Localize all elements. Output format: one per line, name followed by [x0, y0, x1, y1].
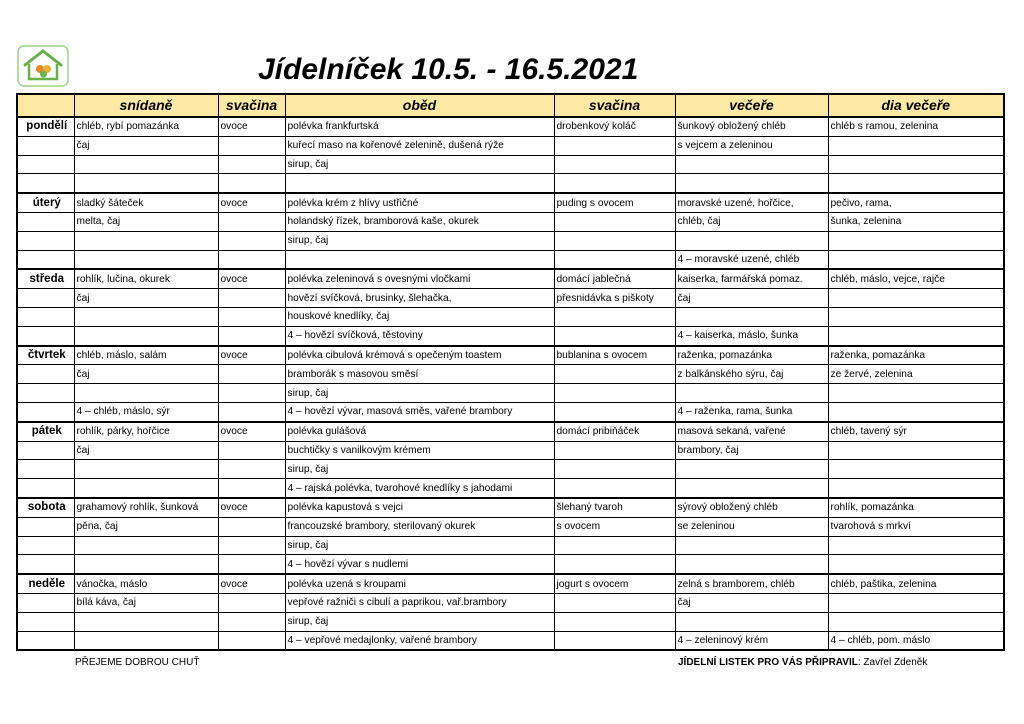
day-cell-empty — [17, 402, 74, 421]
header-5: večeře — [675, 94, 828, 117]
menu-cell: vepřové ražniči s cibulí a paprikou, vař.brambory — [285, 593, 554, 612]
table-row — [17, 289, 1004, 308]
menu-cell — [218, 536, 285, 555]
menu-cell: domácí jablečná — [554, 269, 675, 288]
day-cell-empty — [17, 365, 74, 384]
day-cell-empty — [17, 631, 74, 650]
menu-cell — [828, 593, 1004, 612]
table-row — [17, 346, 1004, 365]
menu-cell — [218, 155, 285, 174]
menu-cell — [828, 479, 1004, 498]
menu-cell — [554, 593, 675, 612]
menu-cell: chléb, paštika, zelenina — [828, 574, 1004, 593]
menu-cell: buchtičky s vanilkovým krémem — [285, 441, 554, 460]
day-cell-empty — [17, 555, 74, 574]
menu-cell: masová sekaná, vařené — [675, 422, 828, 441]
menu-cell: 4 – chléb, pom. máslo — [828, 631, 1004, 650]
day-cell-empty — [17, 460, 74, 479]
menu-cell — [218, 174, 285, 193]
table-row — [17, 479, 1004, 498]
menu-cell: 4 – hovězí svíčková, těstoviny — [285, 326, 554, 345]
menu-table — [16, 93, 1005, 651]
menu-cell — [828, 307, 1004, 326]
menu-cell: jogurt s ovocem — [554, 574, 675, 593]
menu-cell: rohlík, lučina, okurek — [74, 269, 218, 288]
menu-cell: ovoce — [218, 269, 285, 288]
menu-cell: ovoce — [218, 117, 285, 136]
table-row — [17, 117, 1004, 136]
day-cell-empty — [17, 212, 74, 231]
menu-cell — [218, 555, 285, 574]
menu-cell — [74, 460, 218, 479]
menu-cell — [554, 555, 675, 574]
header-row — [17, 94, 1004, 117]
menu-cell — [675, 555, 828, 574]
menu-cell: raženka, pomazánka — [828, 346, 1004, 365]
menu-body — [17, 117, 1004, 650]
menu-cell — [218, 250, 285, 269]
header-2: svačina — [218, 94, 285, 117]
menu-cell — [554, 250, 675, 269]
menu-cell — [74, 250, 218, 269]
menu-cell — [554, 384, 675, 403]
menu-cell — [218, 136, 285, 155]
menu-cell — [828, 536, 1004, 555]
menu-cell: sýrový obložený chléb — [675, 498, 828, 517]
menu-cell: sirup, čaj — [285, 231, 554, 250]
day-cell-empty — [17, 384, 74, 403]
page-title: Jídelníček 10.5. - 16.5.2021 — [258, 53, 639, 86]
menu-cell — [74, 174, 218, 193]
menu-cell — [554, 155, 675, 174]
menu-cell: ovoce — [218, 498, 285, 517]
table-row — [17, 422, 1004, 441]
menu-cell: polévka frankfurtská — [285, 117, 554, 136]
table-row — [17, 612, 1004, 631]
day-cell-empty — [17, 174, 74, 193]
menu-cell: chléb, rybí pomazánka — [74, 117, 218, 136]
menu-cell — [74, 155, 218, 174]
day-cell-empty — [17, 593, 74, 612]
menu-cell: čaj — [675, 289, 828, 308]
menu-cell: melta, čaj — [74, 212, 218, 231]
menu-cell — [218, 307, 285, 326]
day-label: pondělí — [17, 117, 74, 136]
menu-cell — [828, 231, 1004, 250]
menu-cell: 4 – zeleninový krém — [675, 631, 828, 650]
menu-cell — [285, 250, 554, 269]
menu-cell: sirup, čaj — [285, 536, 554, 555]
menu-cell — [218, 384, 285, 403]
table-row — [17, 231, 1004, 250]
menu-cell — [554, 612, 675, 631]
menu-cell — [675, 307, 828, 326]
menu-cell: ovoce — [218, 193, 285, 212]
menu-cell: čaj — [675, 593, 828, 612]
menu-cell — [218, 231, 285, 250]
menu-cell — [74, 231, 218, 250]
menu-cell: chléb, máslo, salám — [74, 346, 218, 365]
menu-cell: se zeleninou — [675, 517, 828, 536]
day-cell-empty — [17, 289, 74, 308]
menu-cell: drobenkový koláč — [554, 117, 675, 136]
menu-cell — [675, 384, 828, 403]
menu-cell — [554, 631, 675, 650]
menu-cell: šunkový obložený chléb — [675, 117, 828, 136]
menu-cell: kuřecí maso na kořenové zelenině, dušená rýže — [285, 136, 554, 155]
menu-cell: polévka gulášová — [285, 422, 554, 441]
menu-cell: sirup, čaj — [285, 384, 554, 403]
header-4: svačina — [554, 94, 675, 117]
menu-cell: zelná s bramborem, chléb — [675, 574, 828, 593]
menu-cell — [218, 612, 285, 631]
menu-cell: grahamový rohlík, šunková — [74, 498, 218, 517]
menu-cell: čaj — [74, 441, 218, 460]
table-row — [17, 441, 1004, 460]
menu-cell — [74, 479, 218, 498]
menu-cell — [675, 460, 828, 479]
footer-author-name: : Zavřel Zdeněk — [857, 657, 928, 668]
day-cell-empty — [17, 441, 74, 460]
table-row — [17, 631, 1004, 650]
menu-cell — [828, 326, 1004, 345]
footer-greeting: PŘEJEME DOBROU CHUŤ — [75, 657, 200, 668]
menu-cell: chléb s ramou, zelenina — [828, 117, 1004, 136]
menu-cell: šunka, zelenina — [828, 212, 1004, 231]
menu-cell: polévka cibulová krémová s opečeným toastem — [285, 346, 554, 365]
menu-cell: vánočka, máslo — [74, 574, 218, 593]
menu-cell — [218, 517, 285, 536]
menu-cell: houskové knedlíky, čaj — [285, 307, 554, 326]
menu-cell: čaj — [74, 289, 218, 308]
menu-cell: hovězí svíčková, brusinky, šlehačka, — [285, 289, 554, 308]
menu-cell — [828, 155, 1004, 174]
menu-cell: 4 – kaiserka, máslo, šunka — [675, 326, 828, 345]
menu-cell: pěna, čaj — [74, 517, 218, 536]
day-label: sobota — [17, 498, 74, 517]
menu-cell: ovoce — [218, 346, 285, 365]
menu-cell: sladký šáteček — [74, 193, 218, 212]
menu-cell — [828, 289, 1004, 308]
menu-cell: francouzské brambory, sterilovaný okurek — [285, 517, 554, 536]
table-row — [17, 174, 1004, 193]
menu-cell: raženka, pomazánka — [675, 346, 828, 365]
menu-cell: puding s ovocem — [554, 193, 675, 212]
menu-cell: 4 – raženka, rama, šunka — [675, 402, 828, 421]
menu-cell: 4 – hovězí vývar, masová směs, vařené brambory — [285, 402, 554, 421]
menu-cell: sirup, čaj — [285, 155, 554, 174]
day-cell-empty — [17, 155, 74, 174]
menu-cell — [554, 307, 675, 326]
menu-cell — [285, 174, 554, 193]
header-corner — [17, 94, 74, 117]
menu-cell: šlehaný tvaroh — [554, 498, 675, 517]
table-row — [17, 402, 1004, 421]
header-6: dia večeře — [828, 94, 1004, 117]
menu-cell: ovoce — [218, 574, 285, 593]
menu-cell: holandský řízek, bramborová kaše, okurek — [285, 212, 554, 231]
menu-cell — [554, 536, 675, 555]
menu-cell — [828, 460, 1004, 479]
day-cell-empty — [17, 517, 74, 536]
menu-cell — [554, 460, 675, 479]
menu-cell: z balkánského sýru, čaj — [675, 365, 828, 384]
menu-cell: kaiserka, farmářská pomaz. — [675, 269, 828, 288]
header-1: snídaně — [74, 94, 218, 117]
menu-cell — [218, 289, 285, 308]
menu-cell: sirup, čaj — [285, 460, 554, 479]
menu-cell — [218, 479, 285, 498]
menu-cell — [218, 326, 285, 345]
menu-cell — [554, 441, 675, 460]
table-row — [17, 193, 1004, 212]
menu-cell — [74, 612, 218, 631]
menu-cell — [675, 231, 828, 250]
menu-cell: ovoce — [218, 422, 285, 441]
table-row — [17, 536, 1004, 555]
menu-cell — [554, 136, 675, 155]
logo-house-icon — [17, 45, 69, 87]
menu-cell — [828, 384, 1004, 403]
menu-cell: chléb, máslo, vejce, rajče — [828, 269, 1004, 288]
day-label: pátek — [17, 422, 74, 441]
menu-cell — [74, 631, 218, 650]
menu-cell: moravské uzené, hořčice, — [675, 193, 828, 212]
menu-cell — [828, 250, 1004, 269]
menu-cell: 4 – rajská polévka, tvarohové knedlíky s jahodami — [285, 479, 554, 498]
menu-cell: domácí pribiňáček — [554, 422, 675, 441]
menu-cell: polévka kapustová s vejci — [285, 498, 554, 517]
day-cell-empty — [17, 536, 74, 555]
menu-cell: 4 – chléb, máslo, sýr — [74, 402, 218, 421]
menu-cell — [675, 536, 828, 555]
menu-cell — [74, 555, 218, 574]
menu-cell: čaj — [74, 136, 218, 155]
menu-cell — [675, 174, 828, 193]
menu-cell: chléb, čaj — [675, 212, 828, 231]
menu-cell — [218, 593, 285, 612]
menu-cell: s vejcem a zeleninou — [675, 136, 828, 155]
table-row — [17, 250, 1004, 269]
header-3: oběd — [285, 94, 554, 117]
table-row — [17, 517, 1004, 536]
menu-cell — [74, 326, 218, 345]
menu-cell: rohlík, pomazánka — [828, 498, 1004, 517]
menu-cell — [554, 402, 675, 421]
day-cell-empty — [17, 326, 74, 345]
menu-cell: bublanina s ovocem — [554, 346, 675, 365]
menu-cell: 4 – hovězí vývar s nudlemi — [285, 555, 554, 574]
menu-cell — [554, 231, 675, 250]
day-cell-empty — [17, 479, 74, 498]
menu-cell: polévka uzená s kroupami — [285, 574, 554, 593]
menu-cell — [828, 555, 1004, 574]
table-row — [17, 574, 1004, 593]
menu-cell: 4 – vepřové medajlonky, vařené brambory — [285, 631, 554, 650]
menu-cell: 4 – moravské uzené, chléb — [675, 250, 828, 269]
menu-cell: s ovocem — [554, 517, 675, 536]
menu-cell — [828, 402, 1004, 421]
day-cell-empty — [17, 250, 74, 269]
menu-cell — [554, 326, 675, 345]
menu-cell — [218, 441, 285, 460]
menu-cell — [828, 441, 1004, 460]
table-row — [17, 460, 1004, 479]
day-cell-empty — [17, 307, 74, 326]
menu-cell — [218, 402, 285, 421]
menu-cell: ze žervé, zelenina — [828, 365, 1004, 384]
menu-cell — [828, 612, 1004, 631]
day-cell-empty — [17, 612, 74, 631]
table-row — [17, 326, 1004, 345]
table-row — [17, 365, 1004, 384]
menu-cell: tvarohová s mrkví — [828, 517, 1004, 536]
menu-cell — [218, 212, 285, 231]
day-label: čtvrtek — [17, 346, 74, 365]
menu-cell — [675, 479, 828, 498]
menu-cell: sirup, čaj — [285, 612, 554, 631]
menu-cell: bílá káva, čaj — [74, 593, 218, 612]
day-cell-empty — [17, 136, 74, 155]
menu-cell — [218, 460, 285, 479]
menu-cell — [554, 174, 675, 193]
menu-cell — [74, 307, 218, 326]
day-cell-empty — [17, 231, 74, 250]
menu-cell — [218, 631, 285, 650]
table-row — [17, 136, 1004, 155]
table-row — [17, 384, 1004, 403]
menu-cell — [74, 384, 218, 403]
menu-cell: pečivo, rama, — [828, 193, 1004, 212]
menu-cell — [554, 365, 675, 384]
menu-cell — [828, 174, 1004, 193]
table-row — [17, 155, 1004, 174]
menu-cell: chléb, tavený sýr — [828, 422, 1004, 441]
table-row — [17, 498, 1004, 517]
menu-cell — [74, 536, 218, 555]
menu-cell: brambory, čaj — [675, 441, 828, 460]
table-row — [17, 555, 1004, 574]
menu-cell — [218, 365, 285, 384]
menu-cell — [675, 612, 828, 631]
day-label: úterý — [17, 193, 74, 212]
day-label: středa — [17, 269, 74, 288]
menu-cell: polévka zeleninová s ovesnými vločkami — [285, 269, 554, 288]
menu-cell: bramborák s masovou směsí — [285, 365, 554, 384]
menu-cell: rohlík, párky, hořčice — [74, 422, 218, 441]
table-row — [17, 593, 1004, 612]
menu-cell — [828, 136, 1004, 155]
menu-cell: polévka krém z hlívy ustřičné — [285, 193, 554, 212]
table-row — [17, 269, 1004, 288]
menu-cell — [675, 155, 828, 174]
table-row — [17, 307, 1004, 326]
footer-author — [678, 657, 927, 668]
day-label: neděle — [17, 574, 74, 593]
menu-cell: přesnidávka s piškoty — [554, 289, 675, 308]
table-row — [17, 212, 1004, 231]
footer-author-label: JÍDELNÍ LISTEK PRO VÁS PŘIPRAVIL — [678, 657, 858, 668]
menu-cell — [554, 212, 675, 231]
menu-cell: čaj — [74, 365, 218, 384]
menu-cell — [554, 479, 675, 498]
